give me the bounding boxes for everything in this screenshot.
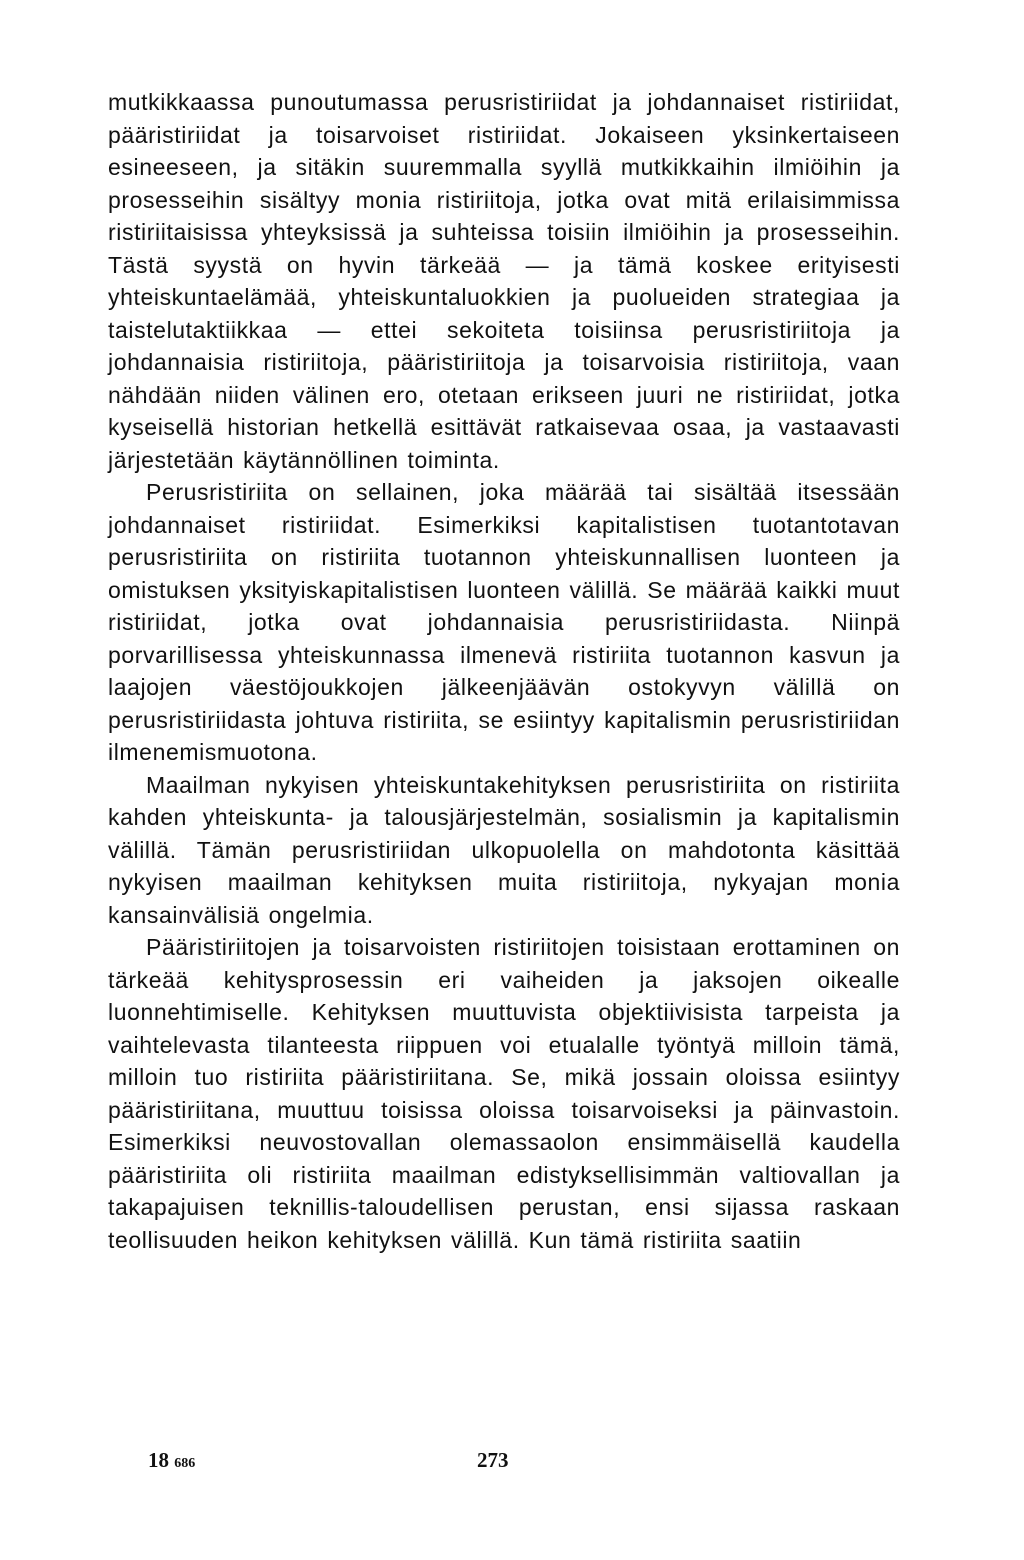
page-number: 273: [477, 1448, 509, 1472]
paragraph-3: Maailman nykyisen yhteiskuntakehityksen perusristiriita on ristiriita kahden yhteiskunta- ja talousjärjestelmän, sosialismin ja kapitalismin välillä. Tämän perusristiriidan ulkopuolella on mahdotonta käsittää nykyisen maailman kehityksen muita ristiriitoja, nykyajan monia kansainvälisiä ongelmia.: [108, 771, 900, 928]
signature-number: 18: [148, 1448, 169, 1472]
signature-code: 686: [174, 1456, 196, 1471]
printer-signature: [148, 1448, 195, 1473]
paragraph-1: mutkikkaassa punoutumassa perusristiriidat ja johdannaiset ristiriidat, pääristiriidat ja toisarvoiset ristiriidat. Jokaiseen yksinkertaiseen esineeseen, ja sitäkin suuremmalla syyllä mutkikkaihin ilmiöihin ja prosesseihin sisältyy monia ristiriitoja, jotka ovat mitä erilaisimmissa ristiriitaisissa yhteyksissä ja suhteissa toisiin ilmiöihin ja prosesseihin. Tästä syystä on hyvin tärkeää — ja tämä koskee erityisesti yhteiskuntaelämää, yhteiskuntaluokkien ja puolueiden strategiaa ja taistelutaktiikkaa — ettei sekoiteta toisiinsa perusristiriitoja ja johdannaisia ristiriitoja, pääristiriitoja ja toisarvoisia ristiriitoja, vaan nähdään niiden välinen ero, otetaan erikseen juuri ne ristiriidat, jotka kyseisellä historian hetkellä esittävät ratkaisevaa osaa, ja vastaavasti järjestetään käytännöllinen toiminta.: [108, 89, 900, 473]
page-footer: [0, 1448, 1024, 1488]
paragraph-2: Perusristiriita on sellainen, joka määrää tai sisältää itsessään johdannaiset ristiriidat. Esimerkiksi kapitalistisen tuotantotavan perusristiriita on ristiriita tuotannon yhteiskunnallisen luonteen ja omistuksen yksityiskapitalistisen luonteen välillä. Se määrää kaikki muut ristiriidat, jotka ovat johdannaisia perusristiriidasta. Niinpä porvarillisessa yhteiskunnassa ilmenevä ristiriita tuotannon kasvun ja laajojen väestöjoukkojen jälkeenjäävän ostokyvyn välillä on perusristiriidasta johtuva ristiriita, se esiintyy kapitalismin perusristiriidan ilmenemismuotona.: [108, 479, 900, 765]
paragraph-4: Pääristiriitojen ja toisarvoisten ristiriitojen toisistaan erottaminen on tärkeää kehitysprosessin eri vaiheiden ja jaksojen oikealle luonnehtimiselle. Kehityksen muuttuvista objektiivisista tarpeista ja vaihtelevasta tilanteesta riippuen voi etualalle työntyä milloin tämä, milloin tuo ristiriita pääristiriitana. Se, mikä jossain oloissa esiintyy pääristiriitana, muuttuu toisissa oloissa toisarvoiseksi ja päinvastoin. Esimerkiksi neuvostovallan olemassaolon ensimmäisellä kaudella pääristiriita oli ristiriita maailman edistyksellisimmän valtiovallan ja takapajuisen teknillis-taloudellisen perustan, ensi sijassa raskaan teollisuuden heikon kehityksen välillä. Kun tämä ristiriita saatiin: [108, 934, 900, 1253]
body-text: [108, 86, 900, 1256]
